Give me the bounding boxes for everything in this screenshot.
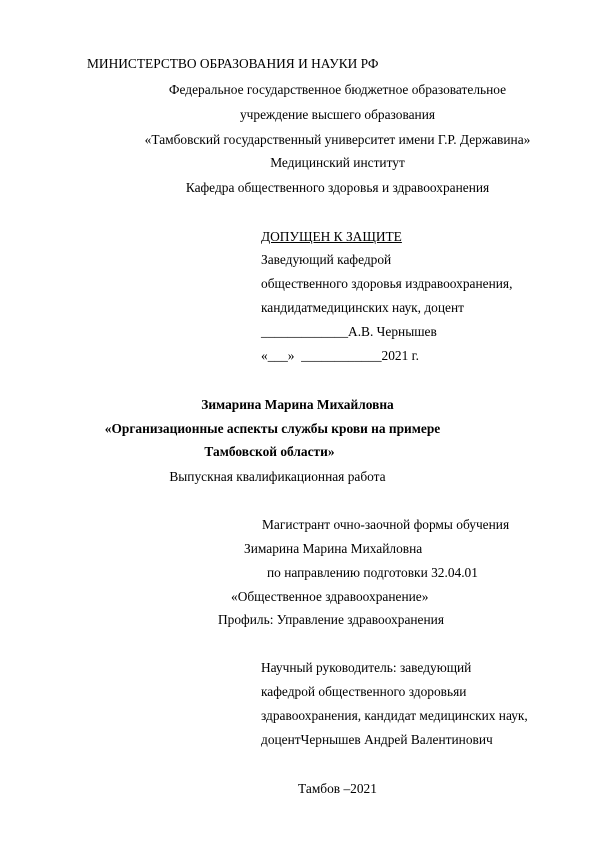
approval-signature: _____________А.В. Чернышев [261,324,437,339]
department-name: Кафедра общественного здоровья и здравоохранения [185,180,490,195]
supervisor-line-3: здравоохранения, кандидат медицинских наук, [261,708,528,723]
work-type: Выпускная квалификационная работа [169,469,386,484]
student-line-4: «Общественное здравоохранение» [231,589,429,604]
student-line-5: Профиль: Управление здравоохранения [218,612,444,627]
approval-line-3: кандидатмедицинских наук, доцент [261,300,464,315]
approval-title: ДОПУЩЕН К ЗАЩИТЕ [261,229,402,244]
student-line-1: Магистрант очно-заочной формы обучения [262,517,510,532]
supervisor-line-2: кафедрой общественного здоровьяи [261,684,467,699]
approval-date: «___» ____________2021 г. [261,348,419,363]
supervisor-line-1: Научный руководитель: заведующий [261,660,472,675]
institute-name: Медицинский институт [270,155,405,170]
city-year: Тамбов –2021 [298,781,377,796]
student-line-3: по направлению подготовки 32.04.01 [267,565,478,580]
supervisor-line-4: доцентЧернышев Андрей Валентинович [261,732,493,747]
university-name: «Тамбовский государственный университет имени Г.Р. Державина» [144,132,531,147]
thesis-title-line-2: Тамбовской области» [204,444,335,459]
institution-line-1: Федеральное государственное бюджетное образовательное [168,82,507,97]
approval-line-2: общественного здоровья издравоохранения, [261,276,513,291]
institution-line-2: учреждение высшего образования [239,107,436,122]
ministry-heading: МИНИСТЕРСТВО ОБРАЗОВАНИЯ И НАУКИ РФ [87,56,379,71]
thesis-title-line-1: «Организационные аспекты службы крови на примере [104,421,441,436]
student-line-2: Зимарина Марина Михайловна [244,541,423,556]
thesis-author: Зимарина Марина Михайловна [201,397,394,412]
approval-line-1: Заведующий кафедрой [261,252,392,267]
